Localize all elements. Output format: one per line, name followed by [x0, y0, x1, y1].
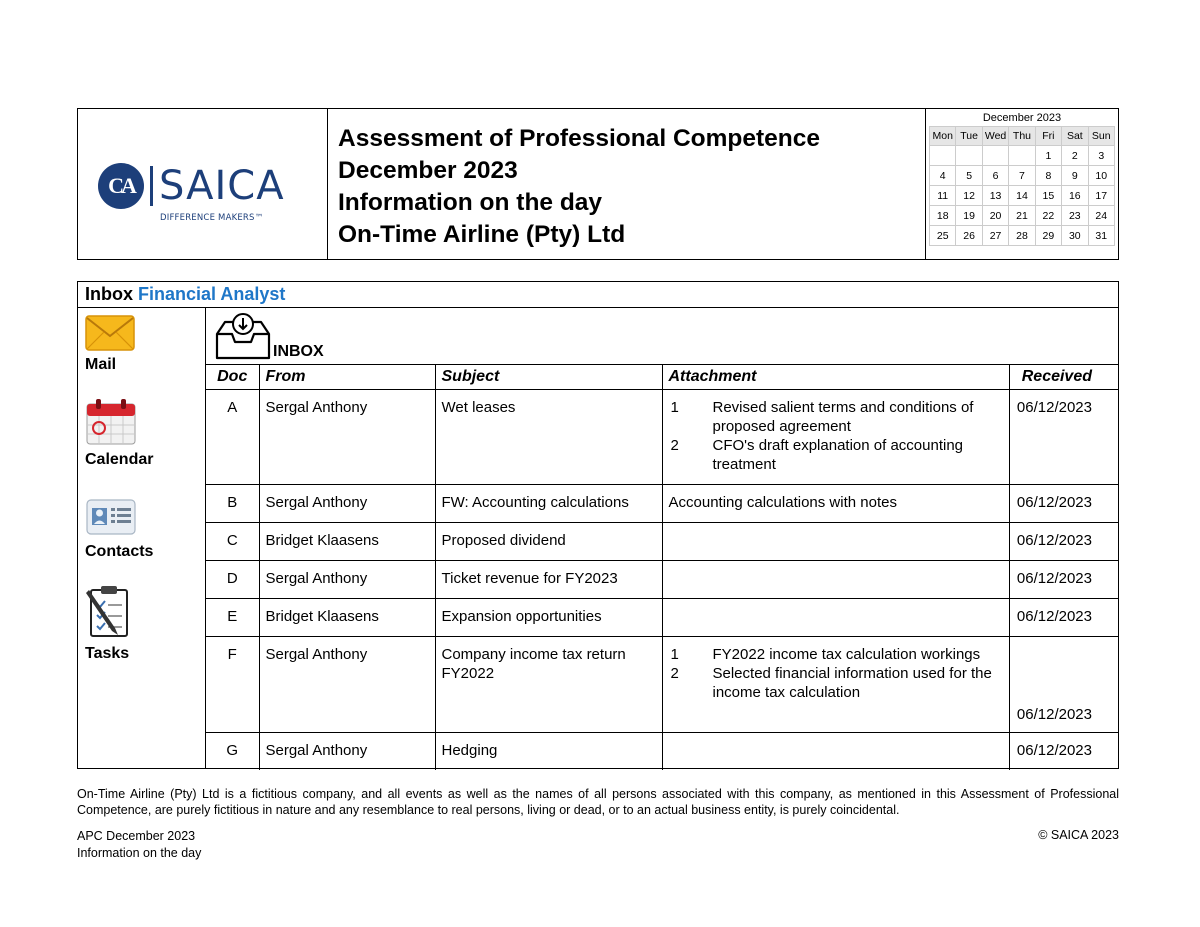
calendar-day-cell: 3	[1088, 146, 1114, 166]
calendar-day-cell: 2	[1062, 146, 1088, 166]
calendar-day-cell: 1	[1035, 146, 1061, 166]
calendar-day-cell: 28	[1009, 226, 1035, 246]
calendar-week	[930, 146, 1115, 166]
column-header-received: Received	[1009, 365, 1118, 389]
title-assessment: Assessment of Professional Competence	[338, 125, 820, 152]
message-received: 06/12/2023	[1009, 560, 1118, 598]
calendar-day-header: Mon	[930, 127, 956, 146]
logo-tagline: DIFFERENCE MAKERS™	[160, 213, 264, 223]
message-received: 06/12/2023	[1009, 522, 1118, 560]
footer-copyright: © SAICA 2023	[1038, 828, 1119, 842]
message-list	[206, 365, 1118, 770]
message-attachment	[662, 732, 1009, 770]
calendar-day-cell	[930, 146, 956, 166]
message-row-d[interactable]	[206, 560, 1118, 598]
attachment-item[interactable]	[669, 398, 1003, 436]
attachment-number: 2	[670, 664, 679, 682]
message-doc: E	[206, 598, 259, 636]
nav-item-calendar[interactable]	[85, 398, 195, 469]
calendar-day-cell: 5	[956, 166, 982, 186]
message-from: Sergal Anthony	[259, 732, 435, 770]
nav-sidebar	[78, 308, 206, 768]
inbox-heading	[78, 282, 1118, 308]
footer-left	[77, 828, 201, 862]
mail-icon	[85, 338, 135, 355]
message-subject[interactable]: Company income tax return FY2022	[435, 636, 662, 732]
attachment-item[interactable]	[669, 664, 1003, 702]
calendar-day-cell: 22	[1035, 206, 1061, 226]
logo-wordmark: SAICA	[159, 163, 285, 209]
calendar-day-cell: 10	[1088, 166, 1114, 186]
column-header-from: From	[259, 365, 435, 389]
mini-calendar	[926, 109, 1118, 259]
calendar-day-cell: 31	[1088, 226, 1114, 246]
calendar-day-cell: 21	[1009, 206, 1035, 226]
message-from: Sergal Anthony	[259, 636, 435, 732]
calendar-day-cell: 4	[930, 166, 956, 186]
disclaimer-text: On-Time Airline (Pty) Ltd is a fictitious company, and all events as well as the names of all persons associated with this company, as mentioned in this Assessment of Professional Competence, are purely fictitious in nature and any resemblance to real persons, living or dead, or to an actual business entity, is purely coincidental.	[77, 787, 1119, 817]
calendar-day-cell	[956, 146, 982, 166]
calendar-day-header: Wed	[982, 127, 1008, 146]
column-header-doc: Doc	[206, 365, 259, 389]
message-row-b[interactable]	[206, 484, 1118, 522]
inbox-panel	[77, 281, 1119, 769]
message-doc: B	[206, 484, 259, 522]
message-doc: F	[206, 636, 259, 732]
calendar-day-cell	[982, 146, 1008, 166]
message-received: 06/12/2023	[1009, 389, 1118, 484]
nav-label-contacts: Contacts	[85, 543, 154, 560]
calendar-day-cell: 30	[1062, 226, 1088, 246]
calendar-day-cell: 24	[1088, 206, 1114, 226]
attachment-number: 1	[670, 398, 679, 416]
column-header-attachment: Attachment	[662, 365, 1009, 389]
title-block	[328, 109, 926, 259]
logo-cell	[78, 109, 328, 259]
calendar-day-header: Sun	[1088, 127, 1114, 146]
logo-mark: CA	[98, 163, 144, 209]
calendar-day-header: Sat	[1062, 127, 1088, 146]
calendar-week	[930, 226, 1115, 246]
inbox-heading-role: Financial Analyst	[138, 284, 286, 304]
message-attachment	[662, 522, 1009, 560]
calendar-day-cell: 11	[930, 186, 956, 206]
inbox-title-row	[206, 308, 1118, 365]
title-subtitle: Information on the day	[338, 189, 603, 216]
attachment-number: 1	[670, 645, 679, 663]
nav-item-contacts[interactable]	[85, 498, 195, 561]
attachment-item[interactable]	[669, 436, 1003, 474]
calendar-day-cell: 13	[982, 186, 1008, 206]
calendar-day-cell: 7	[1009, 166, 1035, 186]
message-doc: G	[206, 732, 259, 770]
message-attachments	[662, 389, 1009, 484]
message-received: 06/12/2023	[1009, 636, 1118, 732]
nav-label-calendar: Calendar	[85, 451, 154, 468]
calendar-day-cell: 29	[1035, 226, 1061, 246]
calendar-week	[930, 186, 1115, 206]
contacts-icon	[85, 525, 137, 542]
calendar-grid	[929, 126, 1115, 246]
document-header	[77, 108, 1119, 260]
message-row-g[interactable]	[206, 732, 1118, 770]
calendar-day-header: Fri	[1035, 127, 1061, 146]
message-list-header	[206, 365, 1118, 389]
calendar-day-cell: 19	[956, 206, 982, 226]
saica-logo	[98, 163, 308, 223]
message-attachments	[662, 636, 1009, 732]
nav-item-mail[interactable]	[85, 315, 195, 374]
calendar-day-cell: 6	[982, 166, 1008, 186]
message-from: Sergal Anthony	[259, 560, 435, 598]
message-received: 06/12/2023	[1009, 598, 1118, 636]
message-subject[interactable]: Proposed dividend	[435, 522, 662, 560]
attachment-name: Selected financial information used for the income tax calculation	[712, 664, 992, 701]
message-from: Bridget Klaasens	[259, 522, 435, 560]
title-company: On-Time Airline (Pty) Ltd	[338, 221, 626, 248]
calendar-day-header: Tue	[956, 127, 982, 146]
message-subject[interactable]: Expansion opportunities	[435, 598, 662, 636]
message-from: Sergal Anthony	[259, 484, 435, 522]
nav-item-tasks[interactable]	[85, 584, 195, 663]
calendar-day-cell: 18	[930, 206, 956, 226]
attachment-name: Revised salient terms and conditions of proposed agreement	[712, 398, 974, 435]
message-subject[interactable]: Hedging	[435, 732, 662, 770]
attachment-number: 2	[670, 436, 679, 454]
attachment-name: FY2022 income tax calculation workings	[712, 645, 981, 663]
calendar-week	[930, 166, 1115, 186]
calendar-day-cell: 12	[956, 186, 982, 206]
message-row-f[interactable]	[206, 636, 1118, 732]
calendar-day-cell: 27	[982, 226, 1008, 246]
inbox-heading-label: Inbox	[85, 284, 133, 304]
calendar-day-cell: 23	[1062, 206, 1088, 226]
message-doc: A	[206, 389, 259, 484]
calendar-day-cell: 15	[1035, 186, 1061, 206]
footer-doc-label: Information on the day	[77, 846, 202, 860]
calendar-day-cell: 25	[930, 226, 956, 246]
message-from: Bridget Klaasens	[259, 598, 435, 636]
message-subject[interactable]: FW: Accounting calculations	[435, 484, 662, 522]
message-subject[interactable]: Ticket revenue for FY2023	[435, 560, 662, 598]
calendar-icon	[85, 433, 137, 450]
calendar-month-title: December 2023	[982, 112, 1062, 124]
message-subject[interactable]: Wet leases	[435, 389, 662, 484]
attachment-name: CFO's draft explanation of accounting treatment	[712, 436, 964, 473]
message-attachment	[662, 560, 1009, 598]
calendar-day-cell: 8	[1035, 166, 1061, 186]
attachment-item[interactable]	[669, 645, 1003, 664]
message-attachment	[662, 598, 1009, 636]
calendar-day-cell	[1009, 146, 1035, 166]
calendar-day-cell: 26	[956, 226, 982, 246]
message-attachment[interactable]: Accounting calculations with notes	[662, 484, 1009, 522]
message-doc: C	[206, 522, 259, 560]
column-header-subject: Subject	[435, 365, 662, 389]
inbox-title: INBOX	[273, 343, 324, 360]
calendar-day-header: Thu	[1009, 127, 1035, 146]
calendar-day-cell: 20	[982, 206, 1008, 226]
inbox-tray-icon	[214, 312, 272, 367]
message-received: 06/12/2023	[1009, 484, 1118, 522]
calendar-day-cell: 16	[1062, 186, 1088, 206]
calendar-day-cell: 9	[1062, 166, 1088, 186]
message-doc: D	[206, 560, 259, 598]
message-row-a[interactable]	[206, 389, 1118, 484]
title-date: December 2023	[338, 157, 518, 184]
calendar-day-cell: 14	[1009, 186, 1035, 206]
message-from: Sergal Anthony	[259, 389, 435, 484]
nav-label-mail: Mail	[85, 356, 117, 373]
footer-exam-label: APC December 2023	[77, 829, 196, 843]
message-row-c[interactable]	[206, 522, 1118, 560]
message-received: 06/12/2023	[1016, 741, 1092, 759]
calendar-day-cell: 17	[1088, 186, 1114, 206]
calendar-week	[930, 206, 1115, 226]
tasks-icon	[85, 627, 135, 644]
nav-label-tasks: Tasks	[85, 645, 130, 662]
inbox-main	[206, 308, 1118, 768]
message-row-e[interactable]	[206, 598, 1118, 636]
logo-divider	[150, 166, 153, 206]
